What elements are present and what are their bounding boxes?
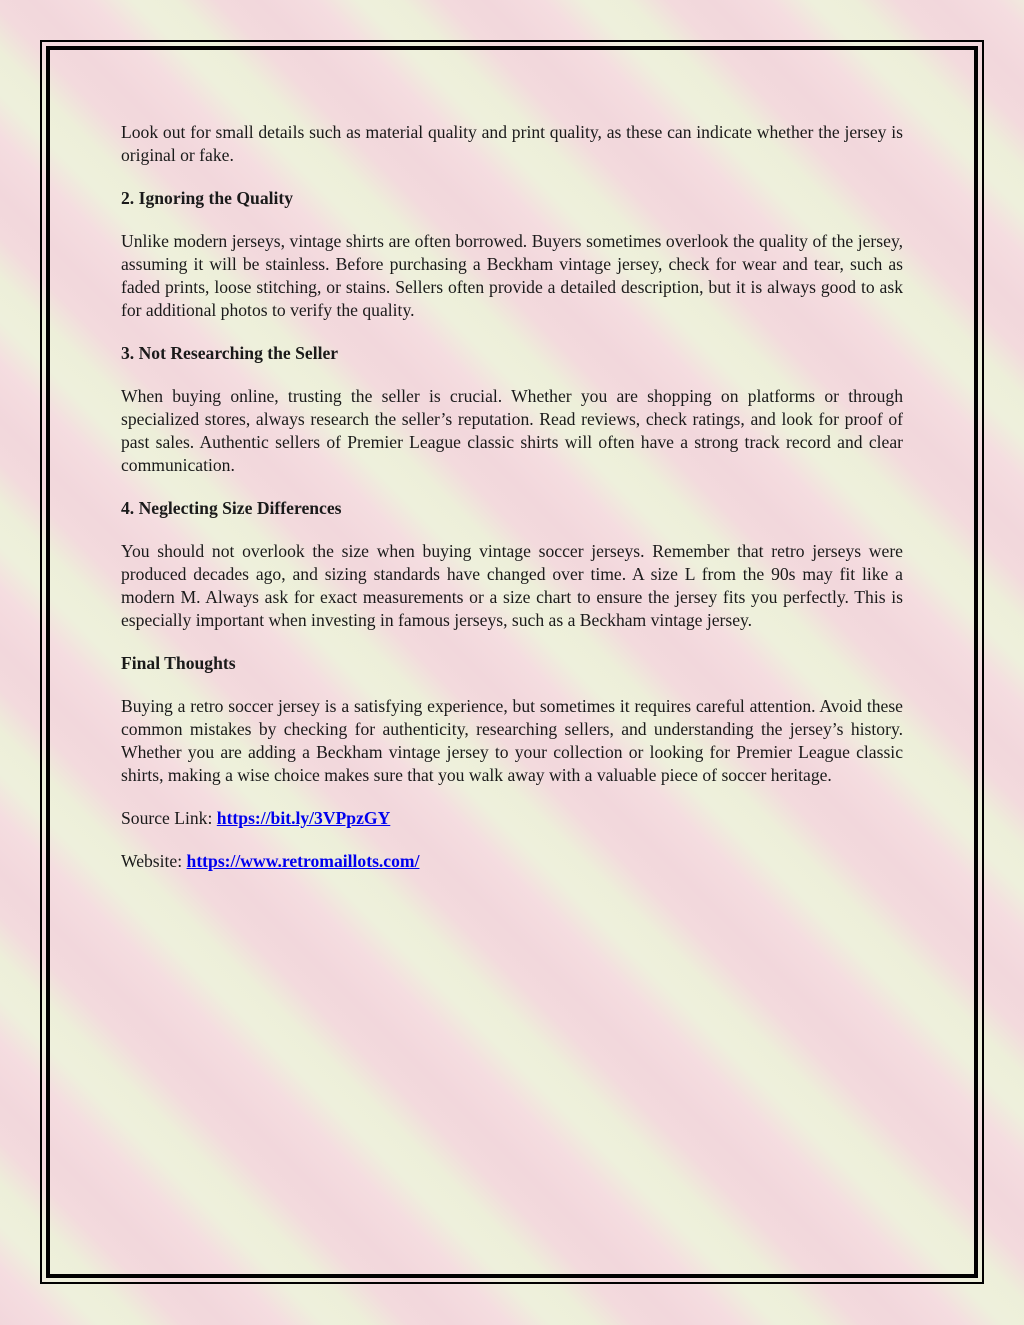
document-body (121, 121, 903, 893)
source-link-line (121, 807, 903, 830)
section-paragraph-quality: Unlike modern jerseys, vintage shirts are often borrowed. Buyers sometimes overlook the quality of the jersey, assuming it will be stainless. Before purchasing a Beckham vintage jersey, check for wear and tear, such as faded prints, loose stitching, or stains. Sellers often provide a detailed description, but it is always good to ask for additional photos to verify the quality. (121, 231, 903, 320)
website-link-line (121, 850, 903, 873)
section-heading-quality: 2. Ignoring the Quality (121, 188, 294, 208)
intro-paragraph: Look out for small details such as material quality and print quality, as these can indicate whether the jersey is original or fake. (121, 122, 903, 165)
source-link-label: Source Link: (121, 808, 217, 828)
section-paragraph-size: You should not overlook the size when buying vintage soccer jerseys. Remember that retro jerseys were produced decades ago, and sizing standards have changed over time. A size L from the 90s may fit like a modern M. Always ask for exact measurements or a size chart to ensure the jersey fits you perfectly. This is especially important when investing in famous jerseys, such as a Beckham vintage jersey. (121, 541, 903, 630)
section-heading-seller: 3. Not Researching the Seller (121, 343, 339, 363)
website-link-label: Website: (121, 851, 187, 871)
section-paragraph-seller: When buying online, trusting the seller is crucial. Whether you are shopping on platforms or through specialized stores, always research the seller’s reputation. Read reviews, check ratings, and look for proof of past sales. Authentic sellers of Premier League classic shirts will often have a strong track record and clear communication. (121, 386, 903, 475)
website-link[interactable]: https://www.retromaillots.com/ (186, 851, 420, 871)
section-paragraph-final-thoughts: Buying a retro soccer jersey is a satisfying experience, but sometimes it requires careful attention. Avoid these common mistakes by checking for authenticity, researching sellers, and understanding the jersey’s history. Whether you are adding a Beckham vintage jersey to your collection or looking for Premier League classic shirts, making a wise choice makes sure that you walk away with a valuable piece of soccer heritage. (121, 696, 903, 785)
section-heading-final-thoughts: Final Thoughts (121, 653, 236, 673)
source-link[interactable]: https://bit.ly/3VPpzGY (216, 808, 391, 828)
section-heading-size: 4. Neglecting Size Differences (121, 498, 342, 518)
